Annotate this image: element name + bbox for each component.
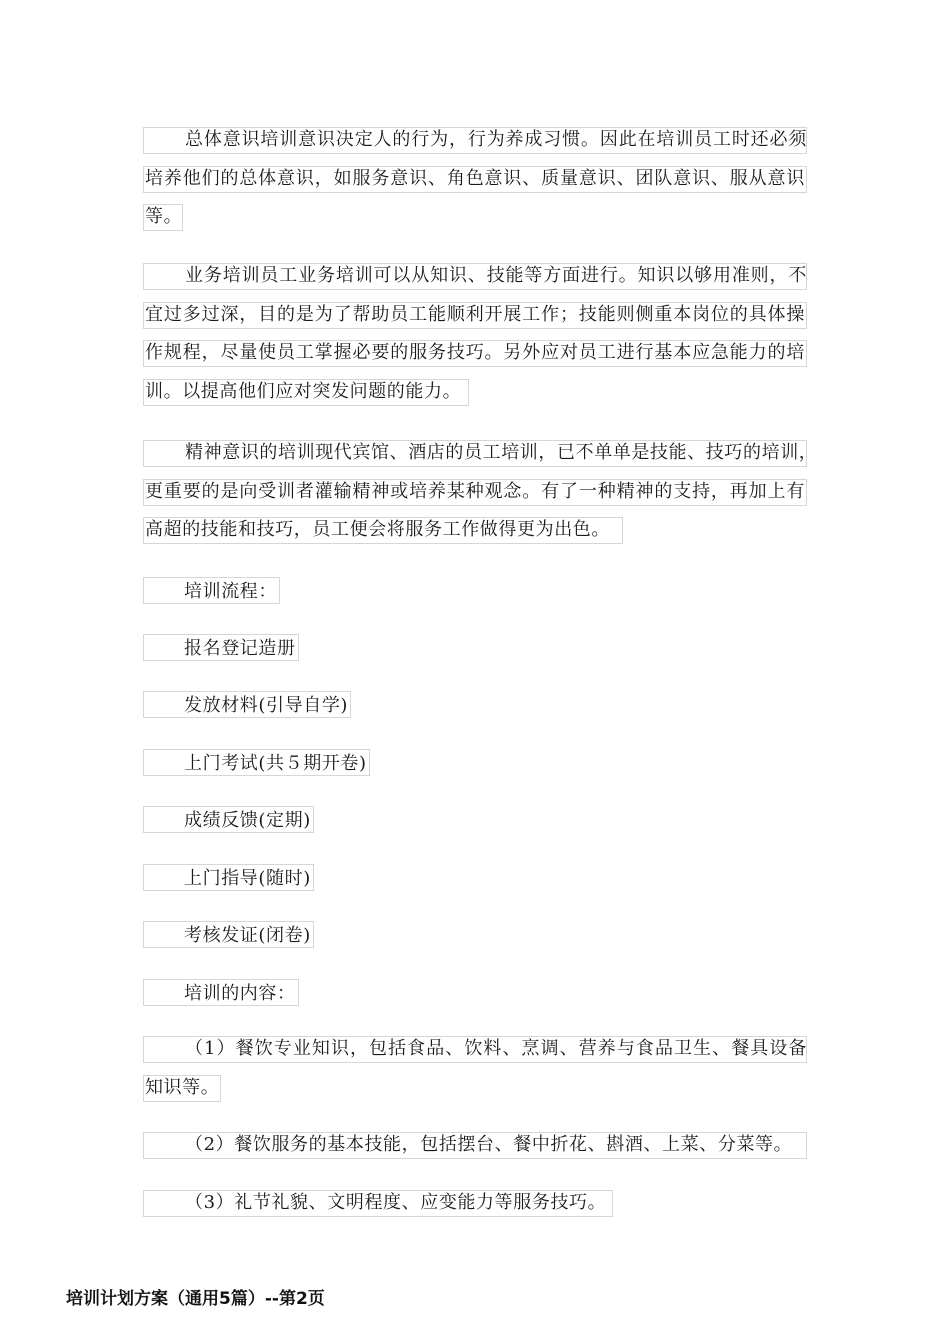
process-step: 上门指导(随时) bbox=[143, 864, 314, 891]
process-step: 考核发证(闭卷) bbox=[143, 921, 314, 948]
content-item-1 bbox=[143, 1030, 807, 1107]
process-step: 成绩反馈(定期) bbox=[143, 806, 314, 833]
content-item-text: （3）礼节礼貌、文明程度、应变能力等服务技巧。 bbox=[185, 1192, 607, 1213]
paragraph-spirit-training bbox=[143, 434, 818, 550]
paragraph-overall-awareness bbox=[143, 121, 807, 237]
page-footer: 培训计划方案（通用5篇）--第2页 bbox=[66, 1289, 325, 1309]
paragraph-text-line: 更重要的是向受训者灌输精神或培养某种观念。有了一种精神的支持，再加上有 bbox=[145, 480, 805, 502]
content-item-2 bbox=[143, 1126, 807, 1165]
paragraph-text-line: 培养他们的总体意识，如服务意识、角色意识、质量意识、团队意识、服从意识 bbox=[145, 167, 805, 189]
process-step: 报名登记造册 bbox=[143, 634, 299, 661]
paragraph-text-line: 训。以提高他们应对突发问题的能力。 bbox=[145, 380, 462, 402]
paragraph-text-line: 等。 bbox=[145, 206, 183, 227]
process-step: 发放材料(引导自学) bbox=[143, 691, 351, 718]
content-item-text: （2）餐饮服务的基本技能，包括摆台、餐中折花、斟酒、上菜、分菜等。 bbox=[185, 1134, 793, 1155]
paragraph-text-line: 宜过多过深，目的是为了帮助员工能顺利开展工作；技能则侧重本岗位的具体操 bbox=[145, 303, 805, 325]
paragraph-text-line: 总体意识培训意识决定人的行为，行为养成习惯。因此在培训员工时还必须 bbox=[185, 129, 807, 150]
content-item-text: 知识等。 bbox=[145, 1076, 220, 1098]
paragraph-text-line: 业务培训员工业务培训可以从知识、技能等方面进行。知识以够用准则，不 bbox=[185, 265, 807, 286]
content-item-text: （1）餐饮专业知识，包括食品、饮料、烹调、营养与食品卫生、餐具设备 bbox=[185, 1038, 807, 1059]
paragraph-text-line: 精神意识的培训现代宾馆、酒店的员工培训，已不单单是技能、技巧的培训， bbox=[185, 442, 818, 463]
content-item-3 bbox=[143, 1184, 807, 1223]
paragraph-business-training bbox=[143, 257, 807, 411]
paragraph-text-line: 作规程，尽量使员工掌握必要的服务技巧。另外应对员工进行基本应急能力的培 bbox=[145, 342, 805, 363]
process-heading: 培训流程： bbox=[143, 577, 280, 604]
paragraph-text-line: 高超的技能和技巧，员工便会将服务工作做得更为出色。 bbox=[145, 519, 610, 540]
process-step: 上门考试(共５期开卷) bbox=[143, 749, 370, 776]
content-heading: 培训的内容： bbox=[143, 979, 299, 1006]
